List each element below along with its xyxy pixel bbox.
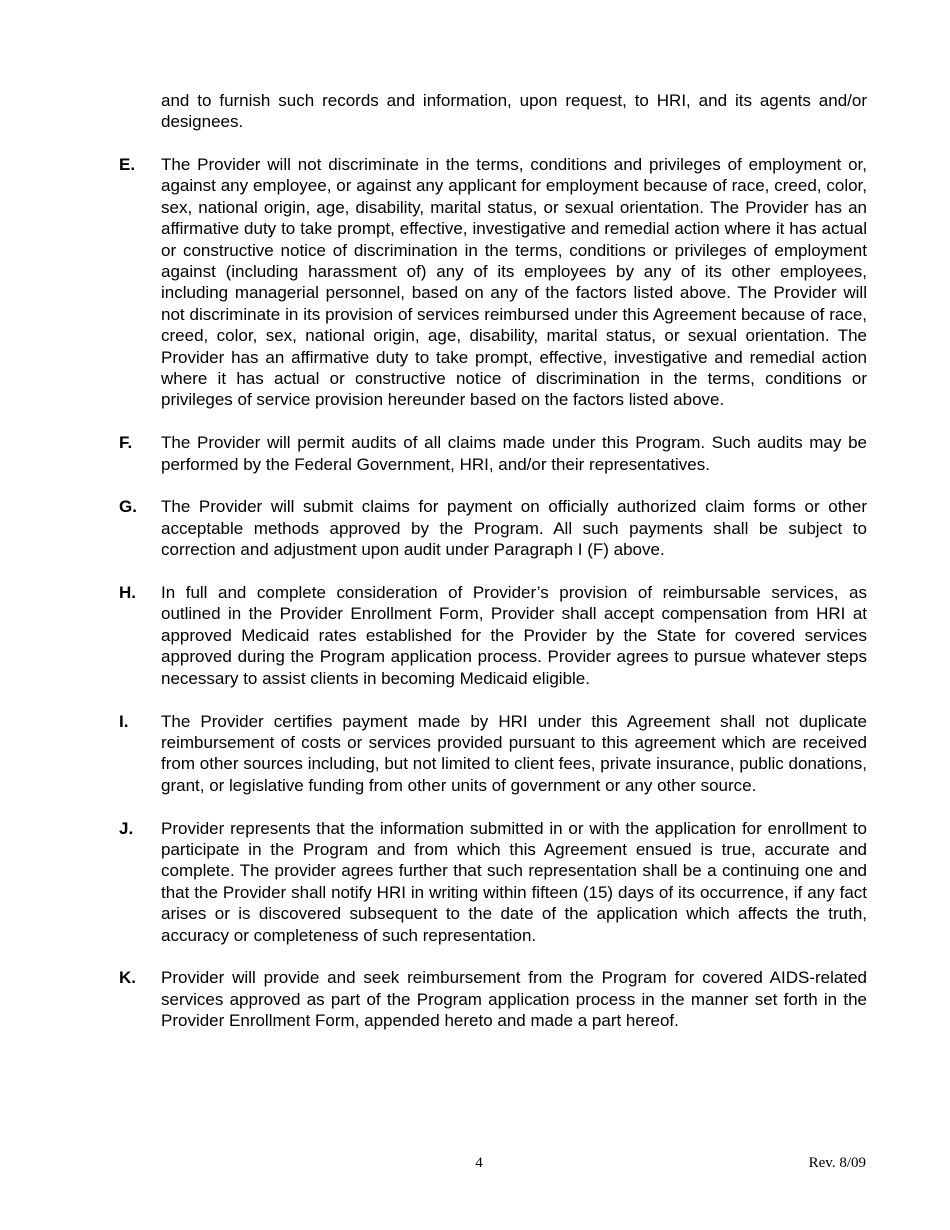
clause-letter: K. xyxy=(119,968,136,988)
clause-text: The Provider will not discriminate in the terms, conditions and privileges of employment or, against any employee, or against any applicant for employment because of race, creed, color, sex, national origin, age, disability, marital status, or sexual orientation. The Provider has an affirmative duty to take prompt, effective, investigative and remedial action where it has actual or constructive notice of discrimination in the terms, conditions or privileges of employment against (including harassment of) any of its employees by any of its other employees, including managerial personnel, based on any of the factors listed above. The Provider will not discriminate in its provision of services reimbursed under this Agreement because of race, creed, color, sex, national origin, age, disability, marital status, or sexual orientation. The Provider has an affirmative duty to take prompt, effective, investigative and remedial action where it has actual or constructive notice of discrimination in the terms, conditions or privileges of service provision hereunder based on the factors listed above. xyxy=(161,155,867,410)
clause-letter: F. xyxy=(119,433,133,453)
clause-letter: E. xyxy=(119,155,136,174)
clause-h xyxy=(119,582,867,689)
clause-letter: H. xyxy=(119,583,136,603)
clause-letter: I. xyxy=(119,711,129,731)
clause-i xyxy=(119,711,867,797)
clause-f xyxy=(119,432,867,475)
clause-text: The Provider will submit claims for payment on officially authorized claim forms or other acceptable methods approved by the Program. All such payments shall be subject to correction and adjustment upon audit under Paragraph I (F) above. xyxy=(161,497,867,560)
clause-text: The Provider will permit audits of all claims made under this Program. Such audits may be performed by the Federal Government, HRI, and/or their representatives. xyxy=(161,433,867,474)
clause-text: Provider represents that the information submitted in or with the application for enrollment to participate in the Program and from which this Agreement ensued is true, accurate and complete. The provider agrees further that such representation shall be a continuing one and that the Provider shall notify HRI in writing within fifteen (15) days of its occurrence, if any fact arises or is discovered subsequent to the date of the application which affects the truth, accuracy or completeness of such representation. xyxy=(161,818,867,945)
clause-g xyxy=(119,496,867,560)
clause-text: Provider will provide and seek reimbursement from the Program for covered AIDS-related services approved as part of the Program application process in the manner set forth in the Provider Enrollment Form, appended hereto and made a part hereof. xyxy=(161,968,867,1031)
clause-letter: G. xyxy=(119,497,137,517)
clause-text: In full and complete consideration of Provider’s provision of reimbursable services, as outlined in the Provider Enrollment Form, Provider shall accept compensation from HRI at approved Medicaid rates established for the Provider by the State for covered services approved during the Program application process. Provider agrees to pursue whatever steps necessary to assist clients in becoming Medicaid eligible. xyxy=(161,583,867,688)
page-number: 4 xyxy=(475,1155,483,1171)
intro-paragraph: and to furnish such records and information, upon request, to HRI, and its agents and/or designees. xyxy=(161,91,867,132)
clause-e xyxy=(119,154,867,411)
clause-list xyxy=(119,154,867,1053)
clause-j xyxy=(119,818,867,946)
clause-letter: J. xyxy=(119,818,134,838)
clause-k xyxy=(119,967,867,1031)
revision-label: Rev. 8/09 xyxy=(808,1155,866,1171)
clause-text: The Provider certifies payment made by HRI under this Agreement shall not duplicate reimbursement of costs or services provided pursuant to this agreement which are received from other sources including, but not limited to client fees, private insurance, public donations, grant, or legislative funding from other units of government or any other source. xyxy=(161,711,867,795)
